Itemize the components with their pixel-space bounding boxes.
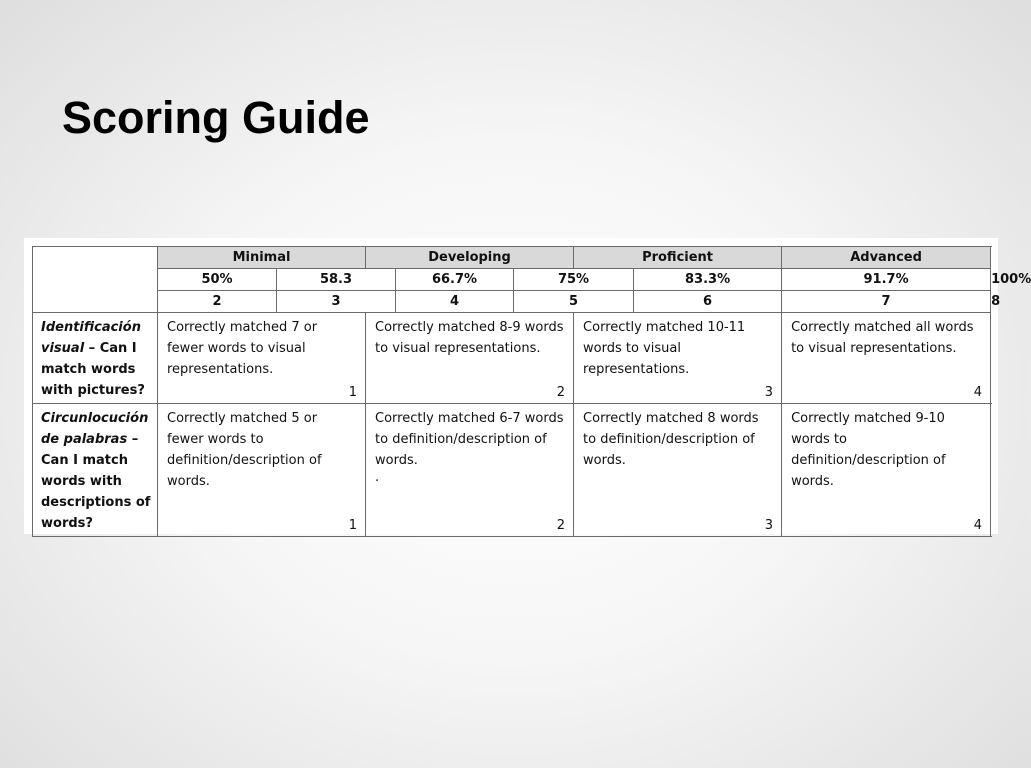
percentage-cell: 58.3 (277, 269, 396, 291)
points-cell: 3 (277, 291, 396, 313)
descriptor-cell (158, 404, 366, 537)
descriptor-cell (366, 313, 574, 404)
descriptor-text: Correctly matched 5 or fewer words to definition/description of words. (167, 411, 322, 489)
descriptor-text: Correctly matched 8 words to definition/description of words. (583, 411, 759, 468)
descriptor-cell (574, 313, 782, 404)
descriptor-cell (782, 404, 991, 537)
descriptor-text: Correctly matched all words to visual representations. (791, 320, 974, 356)
percentage-cell: 91.7% (782, 269, 991, 291)
score-value: 1 (348, 518, 358, 533)
percentage-cell: 50% (158, 269, 277, 291)
score-value: 1 (348, 385, 358, 400)
points-cell: 4 (396, 291, 514, 313)
percentage-cell: 83.3% (634, 269, 782, 291)
points-cell: 6 (634, 291, 782, 313)
descriptor-cell (158, 313, 366, 404)
descriptor-text: Correctly matched 6-7 words to definition/description of words. (375, 411, 564, 468)
percentage-cell: 66.7% (396, 269, 514, 291)
level-header-advanced: Advanced (782, 247, 991, 269)
descriptor-text: Correctly matched 8-9 words to visual representations. (375, 320, 564, 356)
points-cell: 7 (782, 291, 991, 313)
score-value: 3 (764, 385, 774, 400)
descriptor-extra: . (375, 470, 380, 485)
level-header-developing: Developing (366, 247, 574, 269)
score-value: 4 (973, 518, 983, 533)
level-header-minimal: Minimal (158, 247, 366, 269)
score-value: 4 (973, 385, 983, 400)
points-cell: 2 (158, 291, 277, 313)
criterion-label: Circunlocución de palabras – Can I match words with descriptions of words? (33, 404, 158, 537)
descriptor-text: Correctly matched 9-10 words to definition/description of words. (791, 411, 946, 489)
table-row (33, 313, 991, 404)
corner-cell (33, 247, 158, 313)
criterion-label: Identificación visual – Can I match words with pictures? (33, 313, 158, 404)
scoring-rubric-image (24, 238, 1031, 534)
scoring-rubric-table: Minimal Developing Proficient Advanced 50% 58.3 66.7% 75% 83.3% 91.7% 100% 2 3 4 5 6 7 8 Identificación visual – Can I match words with pictures? Correctly matched 7 or fewer words to visual representations. 1 Correctly matched 8-9 words to visual representations. 2 Correctly matched 10-11 words to visual representations. 3 Correctly matched all words to visual representations. 4 Circunlocución de palabras – Can I match words with descriptions of words? Correctly matched 5 or fewer words to definition/description of words. 1 Correctly matched 6-7 words to definition/description of words. . 2 Correctly matched 8 words to definition/description of words. 3 Correctly matched 9-10 words to definition/description of words. 4 (32, 246, 991, 537)
descriptor-text: Correctly matched 10-11 words to visual representations. (583, 320, 746, 377)
descriptor-cell (574, 404, 782, 537)
descriptor-text: Correctly matched 7 or fewer words to visual representations. (167, 320, 318, 377)
table-row (33, 404, 991, 537)
descriptor-cell (366, 404, 574, 537)
score-value: 2 (556, 385, 566, 400)
level-header-proficient: Proficient (574, 247, 782, 269)
score-value: 3 (764, 518, 774, 533)
slide-title: Scoring Guide (62, 92, 370, 143)
percentage-cell: 75% (514, 269, 634, 291)
descriptor-cell (782, 313, 991, 404)
score-value: 2 (556, 518, 566, 533)
points-cell: 5 (514, 291, 634, 313)
